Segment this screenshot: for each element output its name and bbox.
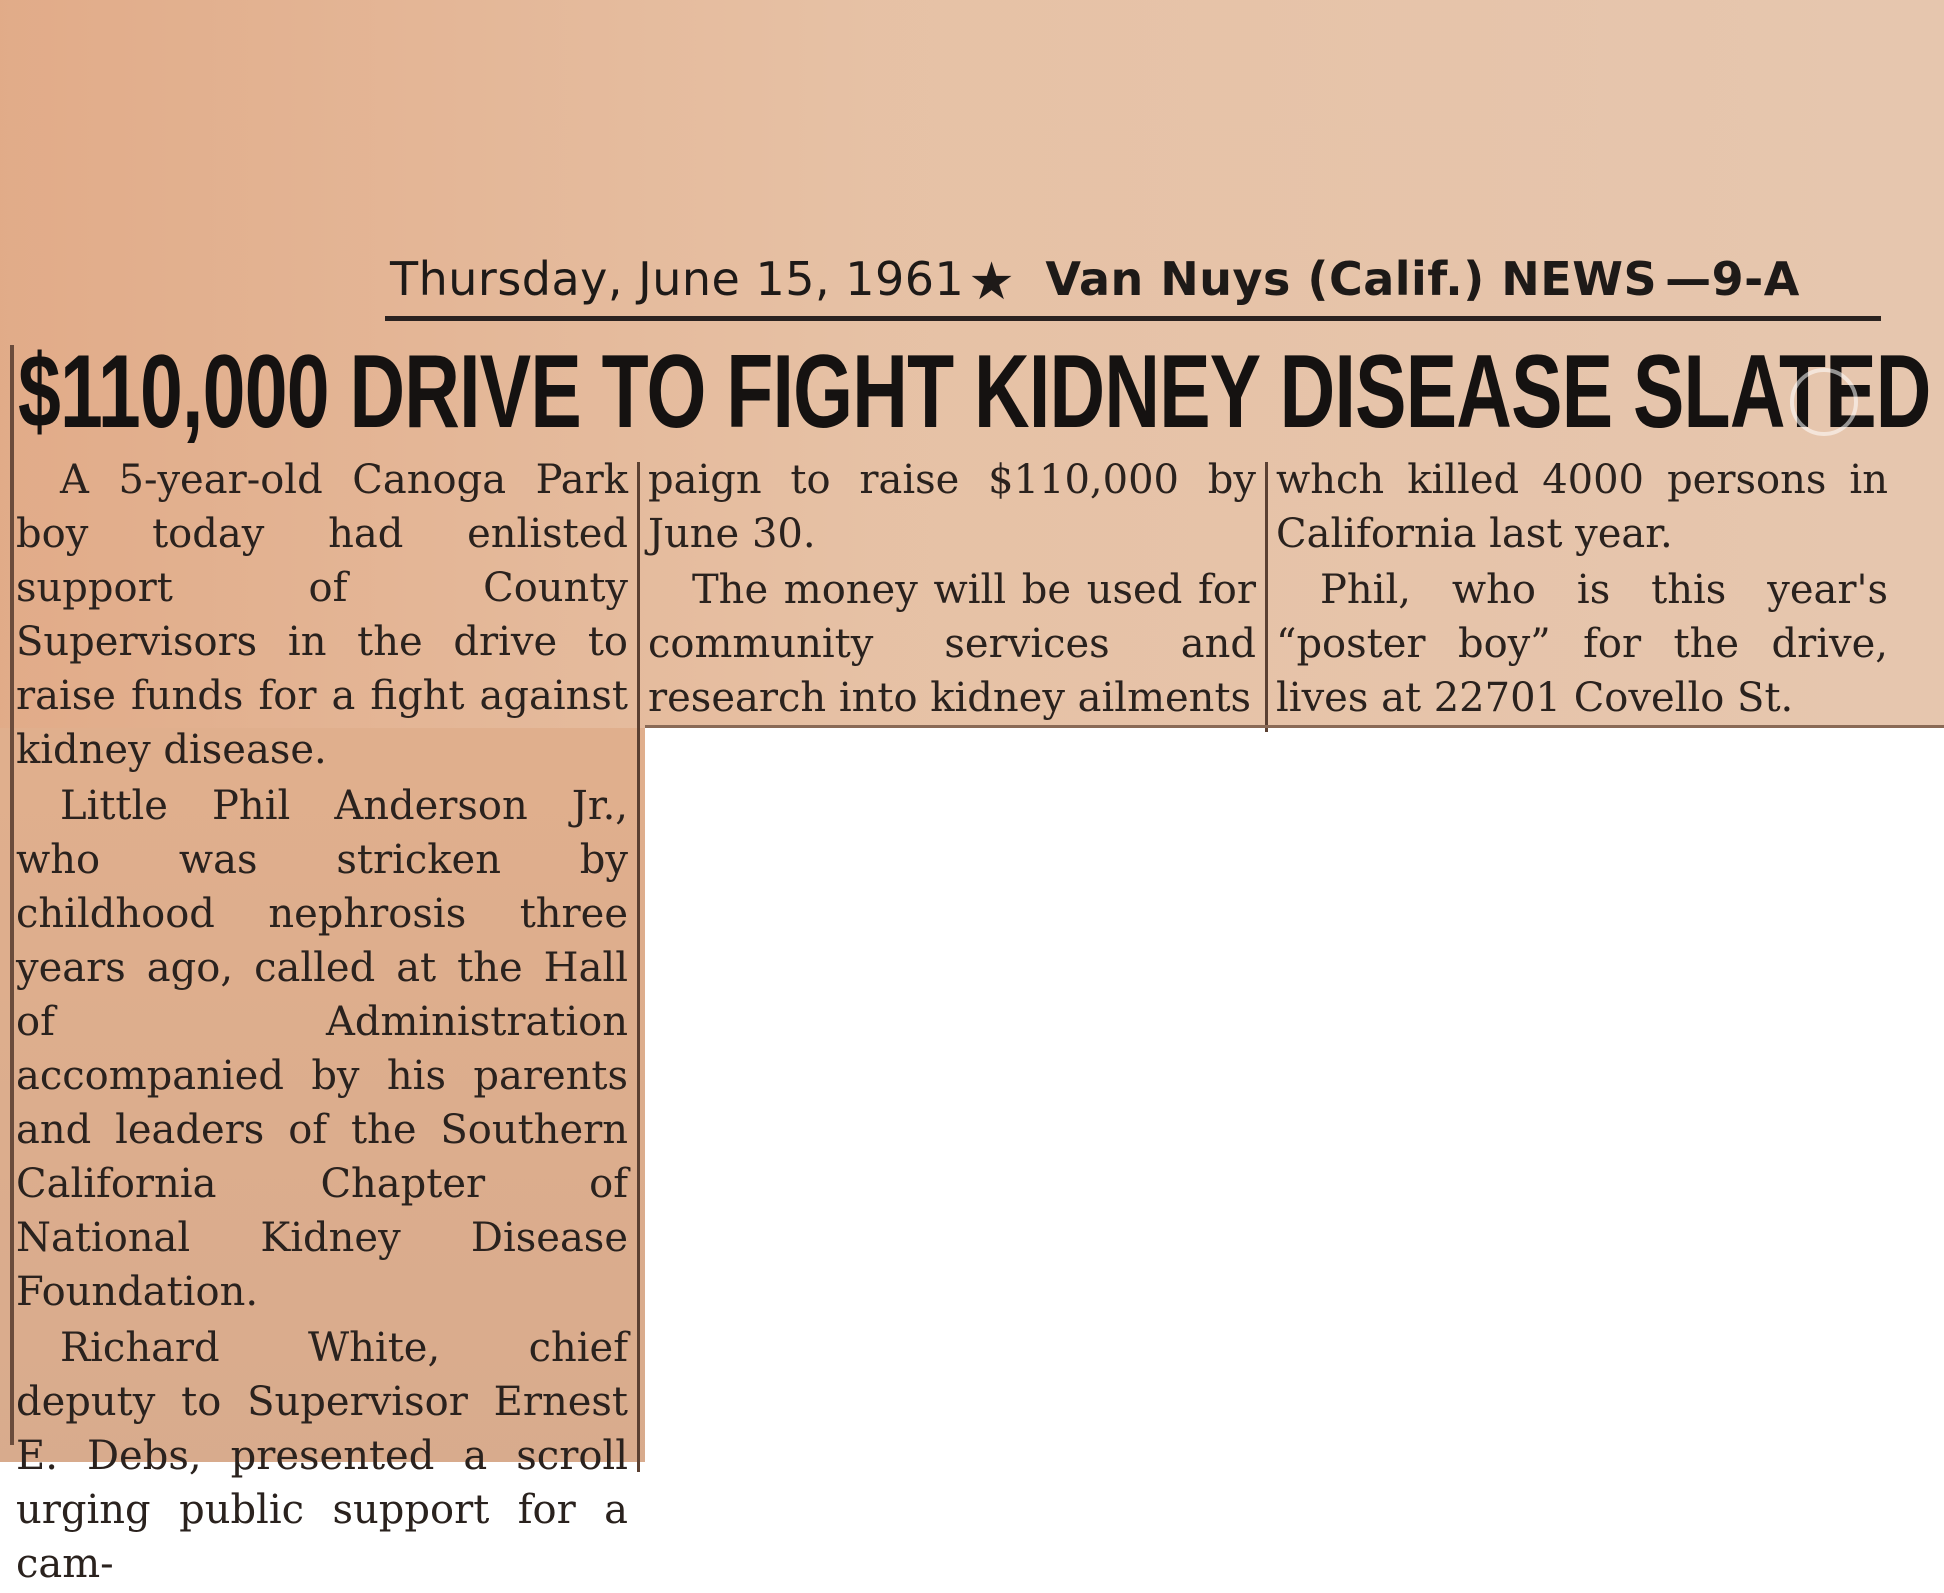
dateline: [390, 248, 1800, 312]
article-column-2: [648, 453, 1256, 727]
faded-stamp-mark: [1790, 368, 1858, 436]
page-number: 9-A: [1711, 252, 1800, 306]
paragraph: Richard White, chief deputy to Supervisor Ernest E. Debs, presented a scroll urging public support for a cam-: [16, 1325, 628, 1587]
paragraph: paign to raise $110,000 by June 30.: [648, 457, 1256, 557]
article-column-3: [1276, 453, 1888, 727]
column-divider-2: [1265, 462, 1268, 732]
paragraph: A 5-year-old Canoga Park boy today had enlisted support of County Supervisors in the drive to raise funds for a fight against kidney disease.: [16, 457, 628, 773]
left-column-rule: [10, 345, 14, 1445]
newspaper-name: Van Nuys (Calif.) NEWS: [1045, 252, 1658, 306]
paragraph: whch killed 4000 persons in California last year.: [1276, 457, 1888, 557]
dateline-date: Thursday, June 15, 1961: [390, 252, 965, 306]
star-icon: ★: [968, 252, 1016, 312]
column-divider-1: [637, 462, 640, 1472]
dateline-separator: —: [1665, 252, 1712, 306]
paragraph: Little Phil Anderson Jr., who was stricken by childhood nephrosis three years ago, called at the Hall of Administration accompanied by his parents and leaders of the Southern California Chapter of National Kidney Disease Foundation.: [16, 783, 628, 1315]
dateline-rule: [385, 316, 1881, 321]
article-column-1: [16, 453, 628, 1593]
paragraph: Phil, who is this year's “poster boy” for the drive, lives at 22701 Covello St.: [1276, 567, 1888, 721]
paragraph: The money will be used for community services and research into kidney ailments: [648, 567, 1256, 721]
headline: $110,000 DRIVE TO FIGHT KIDNEY DISEASE SLATED: [18, 334, 1931, 450]
